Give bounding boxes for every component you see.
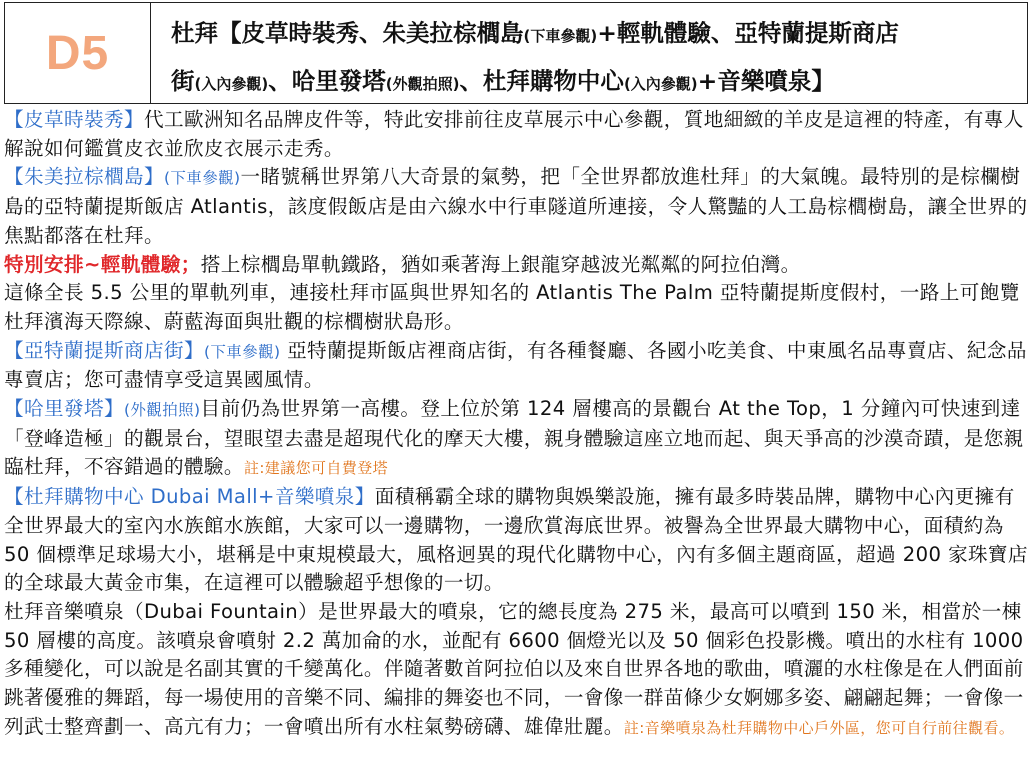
section-text: 目前仍為世界第一高樓。登上位於第 124 層樓高的景觀台 At the Top，1 分鐘內可快速到達「登峰造極」的觀景台，望眼望去盡是超現代化的摩天大樓，親身體驗這座立地而起、與天爭高的沙漠奇蹟，是您親臨杜拜，不容錯過的體驗。: [4, 397, 1024, 479]
highlight-heading: 特別安排~輕軌體驗；: [4, 252, 201, 276]
section-text: 這條全長 5.5 公里的單軌列車，連接杜拜市區與世界知名的 Atlantis The Palm 亞特蘭提斯度假村，一路上可飽覽 杜拜濱海天際線、蔚藍海面與壯觀的棕櫚樹狀島形。: [4, 281, 1020, 333]
itinerary-body: [4, 106, 1030, 742]
day-box: [5, 3, 151, 103]
title-part: +音樂噴泉】: [697, 67, 835, 95]
section-monorail: [4, 251, 1030, 280]
section-heading: 【朱美拉棕櫚島】: [4, 165, 164, 189]
section-palm-island: [4, 163, 1030, 250]
section-heading: 【杜拜購物中心 Dubai Mall+音樂噴泉】: [4, 485, 375, 509]
section-dubai-fountain: [4, 598, 1030, 743]
section-text: 代工歐洲知名品牌皮件等，特此安排前往皮草展示中心參觀，質地細緻的羊皮是這裡的特產，有專人解說如何鑑賞皮衣並欣皮衣展示走秀。: [4, 108, 1024, 160]
section-fur-show: [4, 106, 1030, 163]
section-text: 面積稱霸全球的購物與娛樂設施，擁有最多時裝品牌，購物中心內更擁有全世界最大的室內水族館水族館，大家可以一邊購物，一邊欣賞海底世界。被譽為全世界最大購物中心，面積約為 50 個標準足球場大小，堪稱是中東規模最大，風格迥異的現代化購物中心，內有多個主題商區，超過 200 家珠寶店的全球最大黃金市集，在這裡可以體驗超乎想像的一切。: [4, 485, 1028, 595]
title-tag: (入內參觀): [194, 75, 269, 93]
section-tag: (下車參觀): [163, 169, 241, 188]
day-label: D5: [45, 26, 110, 80]
title-tag: (外觀拍照): [385, 75, 460, 93]
section-note: 註:建議您可自費登塔: [243, 459, 388, 478]
title-part: 、哈里發塔: [268, 67, 386, 95]
section-atlantis-shops: [4, 337, 1030, 395]
section-text: 杜拜音樂噴泉（Dubai Fountain）是世界最大的噴泉，它的總長度為 275 米，最高可以噴到 150 米，相當於一棟 50 層樓的高度。該噴泉會噴射 2.2 萬加侖的水，並配有 6600 個燈光以及 50 個彩色投影機。噴出的水柱有 1000 多種變化，可以說是名副其實的千變萬化。伴隨著數首阿拉伯以及來自世界各地的歌曲，噴灑的水柱像是在人們面前跳著優雅的舞蹈，每一場使用的音樂不同、編排的舞姿也不同，一會像一群苗條少女婀娜多姿、翩翩起舞；一會像一列武士整齊劃一、高亢有力；一會噴出所有水柱氣勢磅礴、雄偉壯麗。: [4, 599, 1024, 738]
section-text: 一睹號稱世界第八大奇景的氣勢，把「全世界都放進杜拜」的大氣魄。最特別的是棕欄樹島的亞特蘭提斯飯店 Atlantis，該度假飯店是由六線水中行車隧道所連接，令人驚豔的人工島棕櫚樹島，讓全世界的焦點都落在杜拜。: [4, 165, 1028, 247]
day-title: [151, 3, 1027, 103]
title-part: 、杜拜購物中心: [459, 67, 624, 95]
section-tag: (外觀拍照): [123, 401, 201, 420]
title-tag: (入內參觀): [623, 75, 698, 93]
section-heading: 【亞特蘭提斯商店街】: [4, 338, 204, 362]
title-part: 街: [171, 67, 195, 95]
section-tag: (下車參觀): [203, 342, 281, 361]
section-note: 註:音樂噴泉為杜拜購物中心戶外區，您可自行前往觀看。: [623, 718, 1015, 737]
section-dubai-mall: [4, 483, 1030, 598]
section-monorail-detail: [4, 279, 1030, 336]
itinerary-header: [4, 2, 1028, 104]
section-text: 亞特蘭提斯飯店裡商店街，有各種餐廳、各國小吃美食、中東風名品專賣店、紀念品專賣店；您可盡情享受這異國風情。: [4, 338, 1027, 392]
section-heading: 【皮草時裝秀】: [4, 108, 144, 131]
section-burj-khalifa: [4, 395, 1030, 483]
section-heading: 【哈里發塔】: [4, 397, 124, 421]
title-part: 杜拜【皮草時裝秀、朱美拉棕櫚島: [171, 19, 524, 47]
title-part: +輕軌體驗、亞特蘭提斯商店: [597, 19, 899, 47]
title-tag: (下車參觀): [523, 27, 598, 45]
section-text: 搭上棕櫚島單軌鐵路，猶如乘著海上銀龍穿越波光粼粼的阿拉伯灣。: [200, 252, 801, 276]
